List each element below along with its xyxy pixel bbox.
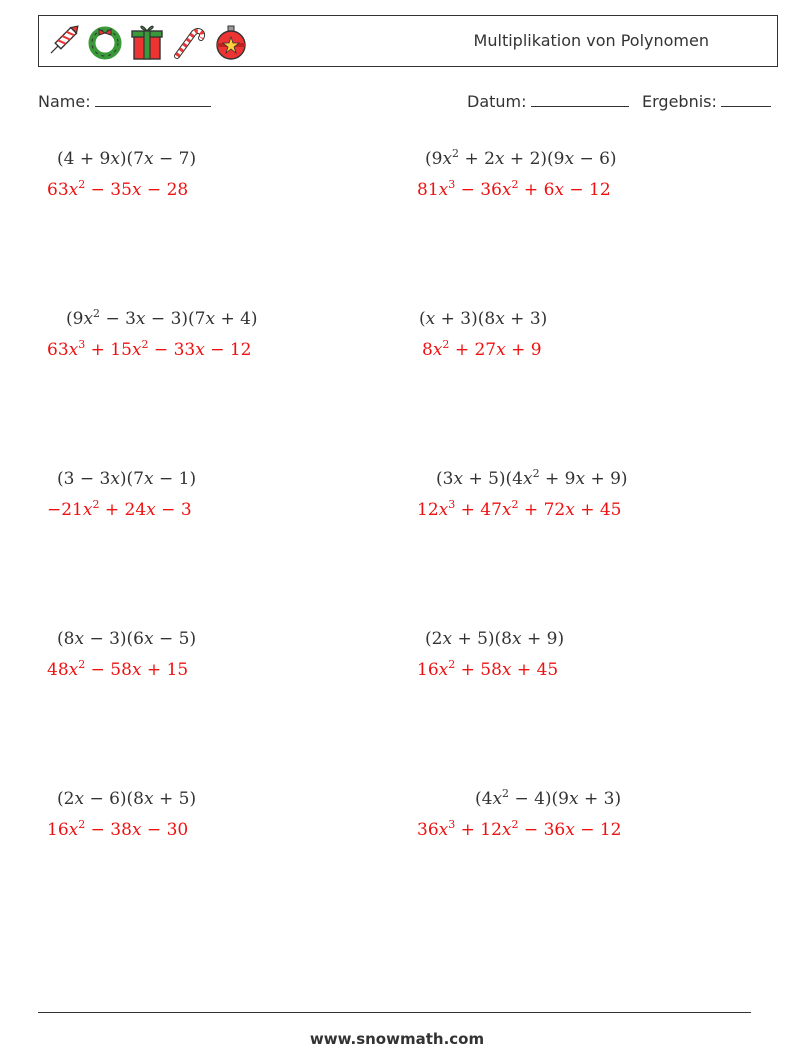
footer-rule bbox=[38, 1012, 751, 1013]
problem-question: (3 − 3x)(7x − 1) bbox=[57, 469, 197, 489]
problem-answer: $81x^3 - 36x^2 + 6x - 12$ bbox=[417, 178, 611, 200]
christmas-wreath-icon bbox=[87, 20, 123, 62]
header-icons bbox=[45, 20, 249, 62]
problem-answer: $16x^2 + 58x + 45$ bbox=[417, 658, 559, 680]
score-line[interactable] bbox=[721, 92, 771, 107]
score-label: Ergebnis: bbox=[642, 92, 717, 111]
problem-question: (4 + 9x)(7x − 7) bbox=[57, 149, 197, 169]
problem-question: (8x − 3)(6x − 5) bbox=[57, 629, 197, 649]
problem-question: $(9x^2 - 3x - 3)(7x + 4)$ bbox=[66, 307, 258, 329]
date-field bbox=[467, 92, 629, 111]
problem-question: (2x + 5)(8x + 9) bbox=[425, 629, 565, 649]
name-line[interactable] bbox=[95, 92, 211, 107]
problem-answer: $-21x^2 + 24x - 3$ bbox=[47, 498, 192, 520]
problem-answer: $63x^2 - 35x - 28$ bbox=[47, 178, 189, 200]
problem-question: $(3x + 5)(4x^2 + 9x + 9)$ bbox=[436, 467, 628, 489]
header-box bbox=[38, 15, 778, 67]
problem-question: $(4x^2 - 4)(9x + 3)$ bbox=[475, 787, 622, 809]
problem-question: $(9x^2 + 2x + 2)(9x - 6)$ bbox=[425, 147, 617, 169]
date-label: Datum: bbox=[467, 92, 527, 111]
score-field bbox=[642, 92, 771, 111]
problem-answer: $16x^2 - 38x - 30$ bbox=[47, 818, 189, 840]
name-label: Name: bbox=[38, 92, 91, 111]
name-field bbox=[38, 92, 211, 111]
problem-answer: $8x^2 + 27x + 9$ bbox=[422, 338, 542, 360]
firework-rocket-icon bbox=[45, 20, 81, 62]
problem-answer: $63x^3 + 15x^2 - 33x - 12$ bbox=[47, 338, 252, 360]
candy-cane-icon bbox=[171, 20, 207, 62]
date-line[interactable] bbox=[531, 92, 629, 107]
christmas-ornament-icon bbox=[213, 20, 249, 62]
footer-url: www.snowmath.com bbox=[309, 1030, 485, 1048]
problem-question: (2x − 6)(8x + 5) bbox=[57, 789, 197, 809]
gift-box-icon bbox=[129, 20, 165, 62]
sheet-title: Multiplikation von Polynomen bbox=[473, 31, 709, 50]
problem-answer: $48x^2 - 58x + 15$ bbox=[47, 658, 189, 680]
problem-question: (x + 3)(8x + 3) bbox=[419, 309, 548, 329]
problem-answer: $36x^3 + 12x^2 - 36x - 12$ bbox=[417, 818, 622, 840]
problem-answer: $12x^3 + 47x^2 + 72x + 45$ bbox=[417, 498, 622, 520]
